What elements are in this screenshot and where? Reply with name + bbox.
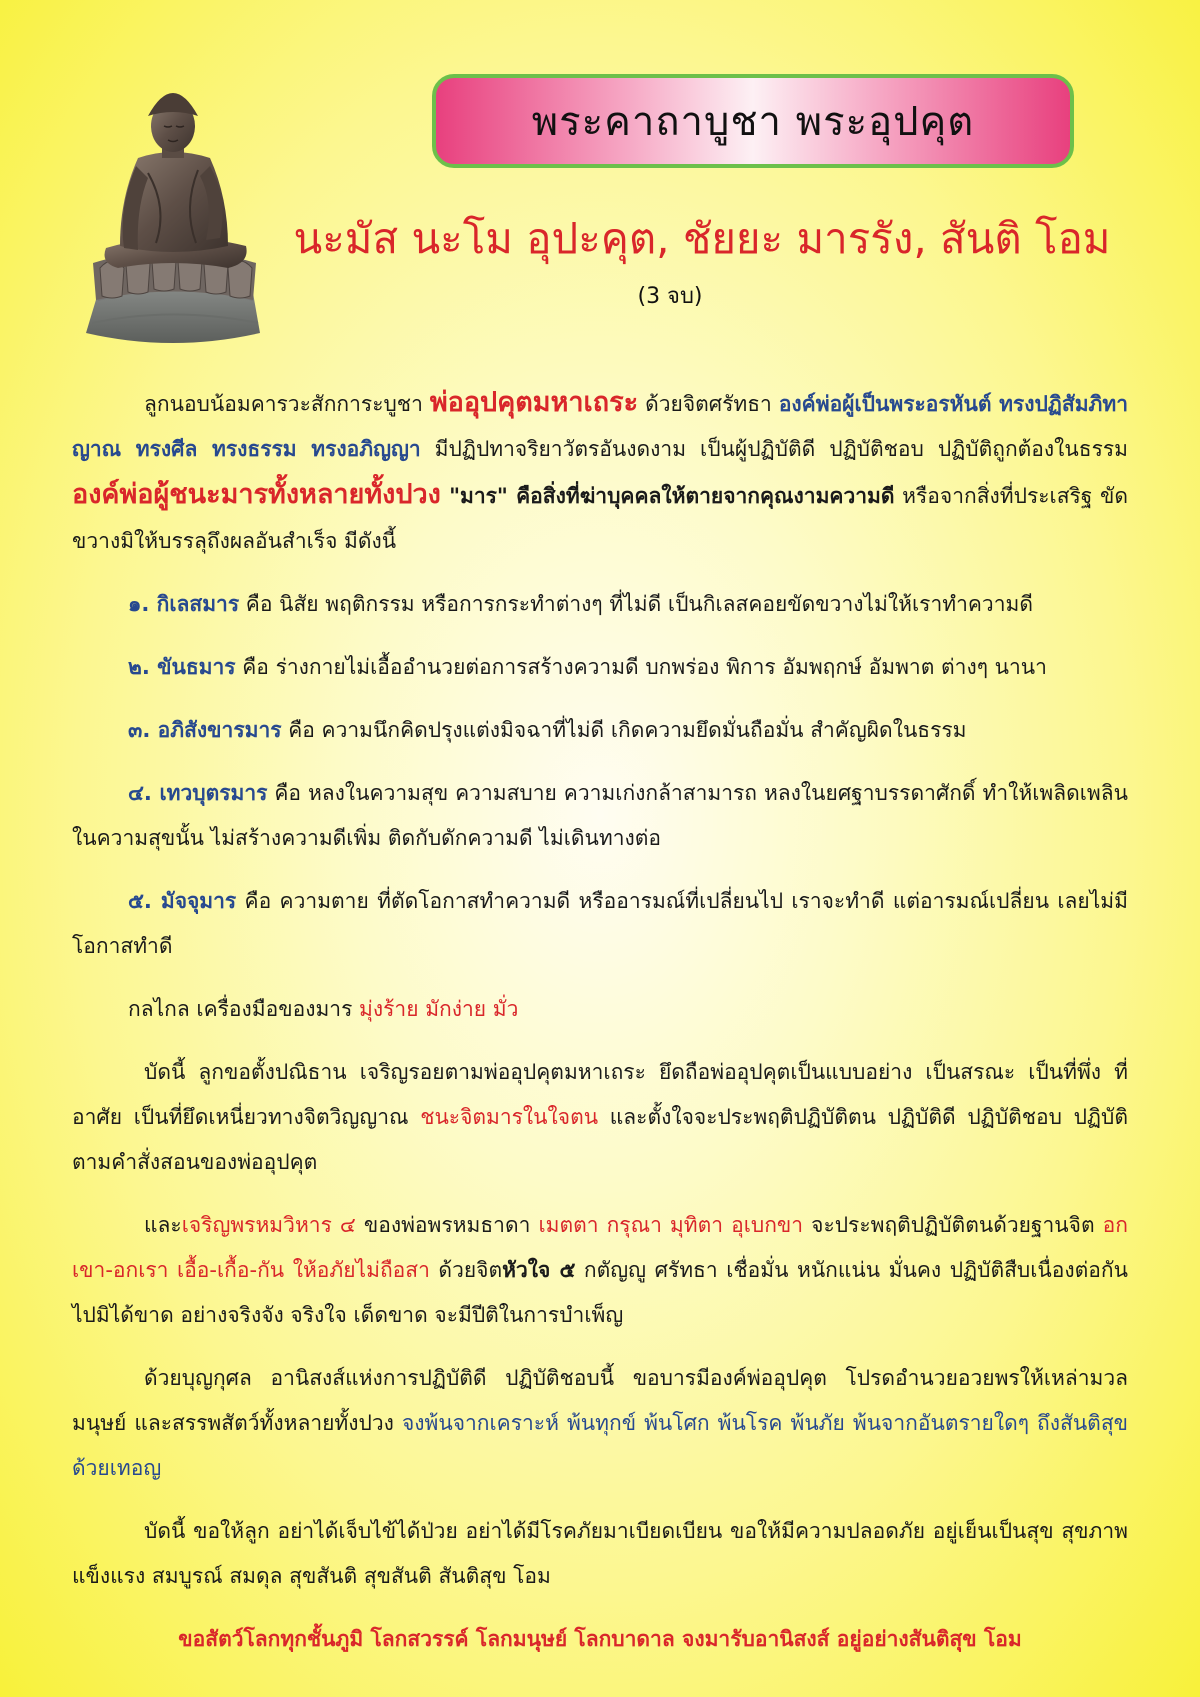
mantra-text: นะมัส นะโม อุปะคุต, ชัยยะ มารรัง, สันติ โอม (293, 214, 1111, 263)
merit-paragraph (72, 1356, 1128, 1491)
brahmavihara-highlight: เจริญพรหมวิหาร ๔ (181, 1213, 356, 1237)
mara-term: ๓. อภิสังขารมาร (128, 718, 282, 742)
mara-term: ๑. กิเลสมาร (128, 592, 240, 616)
tricks-items: มุ่งร้าย มักง่าย มั่ว (359, 997, 519, 1021)
upagupta-statue-image (78, 78, 268, 348)
vow-paragraph (72, 1050, 1128, 1185)
mara-description: คือ หลงในความสุข ความสบาย ความเก่งกล้าสามารถ หลงในยศฐาบรรดาศักดิ์ ทำให้เพลิดเพลินในความสุขนั้น ไม่สร้างความดีเพิ่ม ติดกับดักความดี ไม่เดินทางต่อ (72, 781, 1128, 850)
mara-victor-text: องค์พ่อผู้ชนะมารทั้งหลายทั้งปวง (72, 479, 441, 510)
tricks-label: กลไกล เครื่องมือของมาร (128, 997, 360, 1021)
body-text (72, 380, 1128, 1680)
blessing-highlight: จงพ้นจากเคราะห์ พ้นทุกข์ พ้นโศก พ้นโรค พ้นภัย พ้นจากอันตรายใดๆ ถึงสันติสุขด้วยเทอญ (72, 1411, 1128, 1480)
upagupta-praise: องค์พ่อผู้เป็นพระอรหันต์ ทรงปฏิสัมภิทาญาณ ทรงศีล ทรงธรรม ทรงอภิญญา (72, 392, 1129, 461)
brahma-text-4: ด้วยจิต (429, 1258, 503, 1282)
list-item (72, 582, 1128, 627)
brahma-text-2: ของพ่อพรหมธาดา (355, 1213, 539, 1237)
list-item (72, 708, 1128, 753)
brahma-text-3: จะประพฤติปฏิบัติตนด้วยฐานจิต (803, 1213, 1103, 1237)
brahma-text-1: และ (144, 1213, 182, 1237)
mara-description: คือ นิสัย พฤติกรรม หรือการกระทำต่างๆ ที่ไม่ดี เป็นกิเลสคอยขัดขวางไม่ให้เราทำความดี (239, 592, 1033, 616)
list-item (72, 879, 1128, 969)
mara-term: ๕. มัจจุมาร (128, 889, 237, 913)
intro-text-3: มีปฏิปทาจริยาวัตรอันงดงาม เป็นผู้ปฏิบัติดี ปฏิบัติชอบ ปฏิบัติถูกต้องในธรรม (420, 437, 1129, 461)
mara-term: ๒. ขันธมาร (128, 655, 236, 679)
mara-description: คือ ร่างกายไม่เอื้ออำนวยต่อการสร้างความดี บกพร่อง พิการ อัมพฤกษ์ อัมพาต ต่างๆ นานา (235, 655, 1047, 679)
health-paragraph: บัดนี้ ขอให้ลูก อย่าได้เจ็บไข้ได้ป่วย อย่าได้มีโรคภัยมาเบียดเบียน ขอให้มีความปลอดภัย อยู่เย็นเป็นสุข สุขภาพแข็งแรง สมบูรณ์ สมดุล สุขสันติ สุขสันติ สันติสุข โอม (72, 1519, 1128, 1588)
merit-text: ด้วยบุญกุศล อานิสงส์แห่งการปฏิบัติดี ปฏิบัติชอบนี้ ขอบารมีองค์พ่ออุปคุต โปรดอำนวยอวยพรให้เหล่ามวลมนุษย์ และสรรพสัตว์ทั้งหลายทั้งปวง (72, 1366, 1128, 1435)
tricks-line (72, 987, 1128, 1032)
intro-text-1: ลูกนอบน้อมคารวะสักการะบูชา (144, 392, 430, 416)
mara-list (72, 582, 1128, 969)
mara-description: คือ ความตาย ที่ตัดโอกาสทำความดี หรืออารมณ์ที่เปลี่ยนไป เราจะทำดี แต่อารมณ์เปลี่ยน เลยไม่มีโอกาสทำดี (72, 889, 1128, 958)
repeat-note: (3 จบ) (637, 284, 703, 309)
vow-text-1: บัดนี้ ลูกขอตั้งปณิธาน เจริญรอยตามพ่ออุปคุตมหาเถระ ยึดถือพ่ออุปคุตเป็นแบบอย่าง เป็นสรณะ เป็นที่พึ่ง ที่อาศัย เป็นที่ยึดเหนี่ยวทางจิตวิญญาณ (72, 1060, 1128, 1129)
mara-term: ๔. เทวบุตรมาร (128, 781, 268, 805)
list-item (72, 645, 1128, 690)
page-title: พระคาถาบูชา พระอุปคุต (531, 99, 975, 145)
mindset-highlight: อกเขา-อกเรา เอื้อ-เกื้อ-กัน ให้อภัยไม่ถือสา (72, 1213, 1128, 1282)
five-hearts-highlight: หัวใจ ๕ (502, 1258, 576, 1282)
title-banner (432, 74, 1074, 168)
brahmavihara-paragraph (72, 1203, 1128, 1338)
intro-text-2: ด้วยจิตศรัทธา (638, 392, 779, 416)
list-item (72, 771, 1128, 861)
brahma-text-5: กตัญญู ศรัทธา เชื่อมั่น หนักแน่น มั่นคง ปฏิบัติสืบเนื่องต่อกันไปมิได้ขาด อย่างจริงจัง จริงใจ เด็ดขาด จะมีปีติในการบำเพ็ญ (72, 1258, 1128, 1327)
four-virtues-highlight: เมตตา กรุณา มุทิตา อุเบกขา (538, 1213, 804, 1237)
mara-definition: "มาร" คือสิ่งที่ฆ่าบุคคลให้ตายจากคุณงามความดี (440, 484, 895, 508)
intro-text-4: หรือจากสิ่งที่ประเสริฐ ขัดขวางมิให้บรรลุถึงผลอันสำเร็จ มีดังนี้ (72, 484, 1128, 553)
upagupta-name: พ่ออุปคุตมหาเถระ (429, 387, 639, 418)
vow-text-2: และตั้งใจจะประพฤติปฏิบัติตน ปฏิบัติดี ปฏิบัติชอบ ปฏิบัติตามคำสั่งสอนของพ่ออุปคุต (72, 1105, 1128, 1174)
intro-paragraph (72, 380, 1128, 564)
vow-highlight: ชนะจิตมารในใจตน (420, 1105, 599, 1129)
mara-description: คือ ความนึกคิดปรุงแต่งมิจฉาที่ไม่ดี เกิดความยึดมั่นถือมั่น สำคัญผิดในธรรม (281, 718, 967, 742)
closing-blessing: ขอสัตว์โลกทุกชั้นภูมิ โลกสวรรค์ โลกมนุษย์ โลกบาดาล จงมารับอานิสงส์ อยู่อย่างสันติสุข โอม (178, 1627, 1022, 1651)
